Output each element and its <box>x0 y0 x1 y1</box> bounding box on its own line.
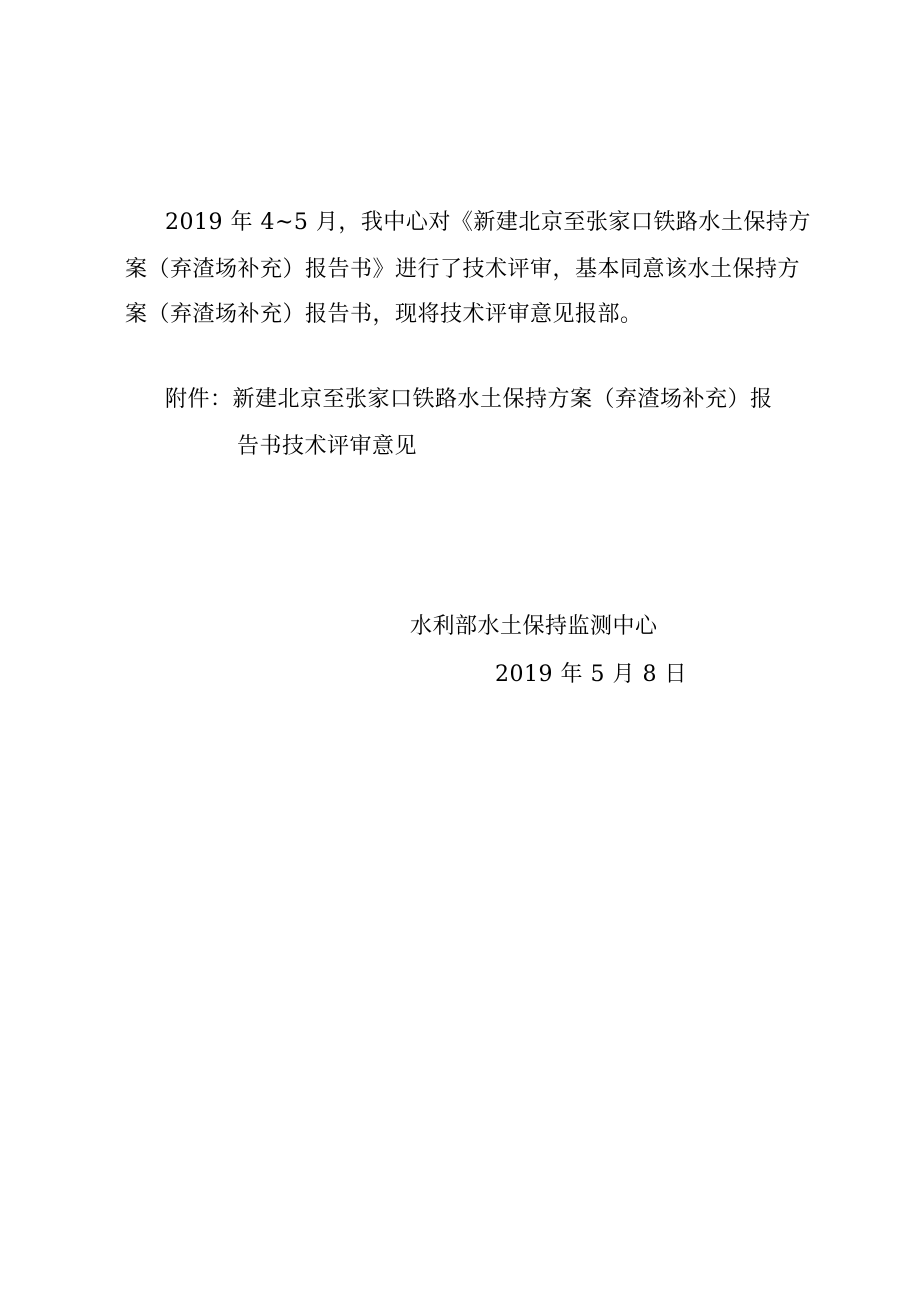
signature-organization: 水利部水土保持监测中心 <box>410 614 658 639</box>
attachment-line: 附件：新建北京至张家口铁路水土保持方案（弃渣场补充）报 <box>165 387 773 412</box>
body-paragraph-line: 案（弃渣场补充）报告书》进行了技术评审，基本同意该水土保持方 <box>125 257 801 282</box>
body-paragraph-line: 2019 年 4~5 月，我中心对《新建北京至张家口铁路水土保持方 <box>165 210 811 235</box>
signature-date: 2019 年 5 月 8 日 <box>495 662 687 687</box>
body-paragraph-line: 案（弃渣场补充）报告书，现将技术评审意见报部。 <box>125 302 643 327</box>
attachment-line: 告书技术评审意见 <box>237 434 418 459</box>
